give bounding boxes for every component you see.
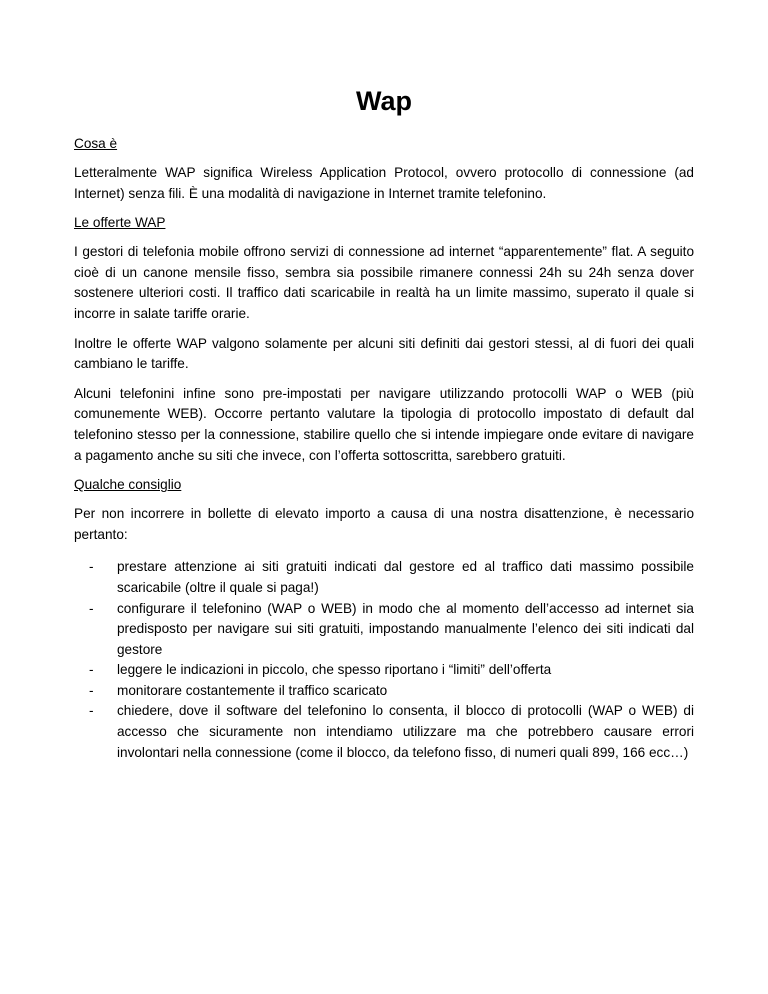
paragraph: Alcuni telefonini infine sono pre-impostati per navigare utilizzando protocolli WAP o WEB (più comunemente WEB). Occorre pertanto valutare la tipologia di protocollo impostato di default dal telefonino stesso per la connessione, stabilire quello che si intende impiegare onde evitare di navigare a pagamento anche su siti che invece, con l’offerta sottoscritta, sarebbero gratuiti. bbox=[74, 385, 694, 463]
advice-list bbox=[74, 557, 694, 763]
bullet-dash: - bbox=[89, 703, 94, 719]
list-item-text: leggere le indicazioni in piccolo, che spesso riportano i “limiti” dell’offerta bbox=[117, 662, 552, 678]
paragraph: Inoltre le offerte WAP valgono solamente per alcuni siti definiti dai gestori stessi, al di fuori dei quali cambiano le tariffe. bbox=[74, 335, 694, 372]
list-item-text: monitorare costantemente il traffico scaricato bbox=[117, 682, 388, 698]
paragraph: I gestori di telefonia mobile offrono servizi di connessione ad internet “apparentemente” flat. A seguito cioè di un canone mensile fisso, sembra sia possibile rimanere connessi 24h su 24h senza dover sostenere ulteriori costi. Il traffico dati scaricabile in realtà ha un limite massimo, superato il quale si incorre in salate tariffe orarie. bbox=[74, 244, 694, 321]
bullet-dash: - bbox=[89, 600, 94, 616]
paragraph: Per non incorrere in bollette di elevato importo a causa di una nostra disattenzione, è necessario pertanto: bbox=[74, 506, 694, 542]
bullet-dash: - bbox=[89, 662, 94, 678]
list-item bbox=[74, 701, 694, 763]
section-heading-qualche-consiglio: Qualche consiglio bbox=[74, 477, 182, 493]
bullet-dash: - bbox=[89, 559, 94, 575]
list-item-text: configurare il telefonino (WAP o WEB) in modo che al momento dell’accesso ad internet sia predisposto per navigare sui siti gratuiti, impostando manualmente l’elenco dei siti indicati dal gestore bbox=[117, 600, 694, 657]
list-item-text: chiedere, dove il software del telefonino lo consenta, il blocco di protocolli (WAP o WEB) di accesso che sicuramente non intendiamo utilizzare ma che potrebbero causare errori involontari nella connessione (come il blocco, da telefono fisso, di numeri quali 899, 166 ecc…) bbox=[117, 703, 694, 760]
paragraph: Letteralmente WAP significa Wireless Application Protocol, ovvero protocollo di connessione (ad Internet) senza fili. È una modalità di navigazione in Internet tramite telefonino. bbox=[74, 165, 694, 201]
list-item bbox=[74, 557, 694, 598]
list-item-text: prestare attenzione ai siti gratuiti indicati dal gestore ed al traffico dati massimo possibile scaricabile (oltre il quale si paga!) bbox=[117, 559, 694, 595]
bullet-dash: - bbox=[89, 682, 94, 698]
list-item bbox=[74, 660, 694, 681]
document-body bbox=[74, 134, 694, 763]
page-title: Wap bbox=[356, 86, 412, 116]
section-heading-offerte-wap: Le offerte WAP bbox=[74, 215, 166, 231]
list-item bbox=[74, 599, 694, 661]
section-heading-cosa-e: Cosa è bbox=[74, 136, 118, 151]
list-item bbox=[74, 681, 694, 702]
